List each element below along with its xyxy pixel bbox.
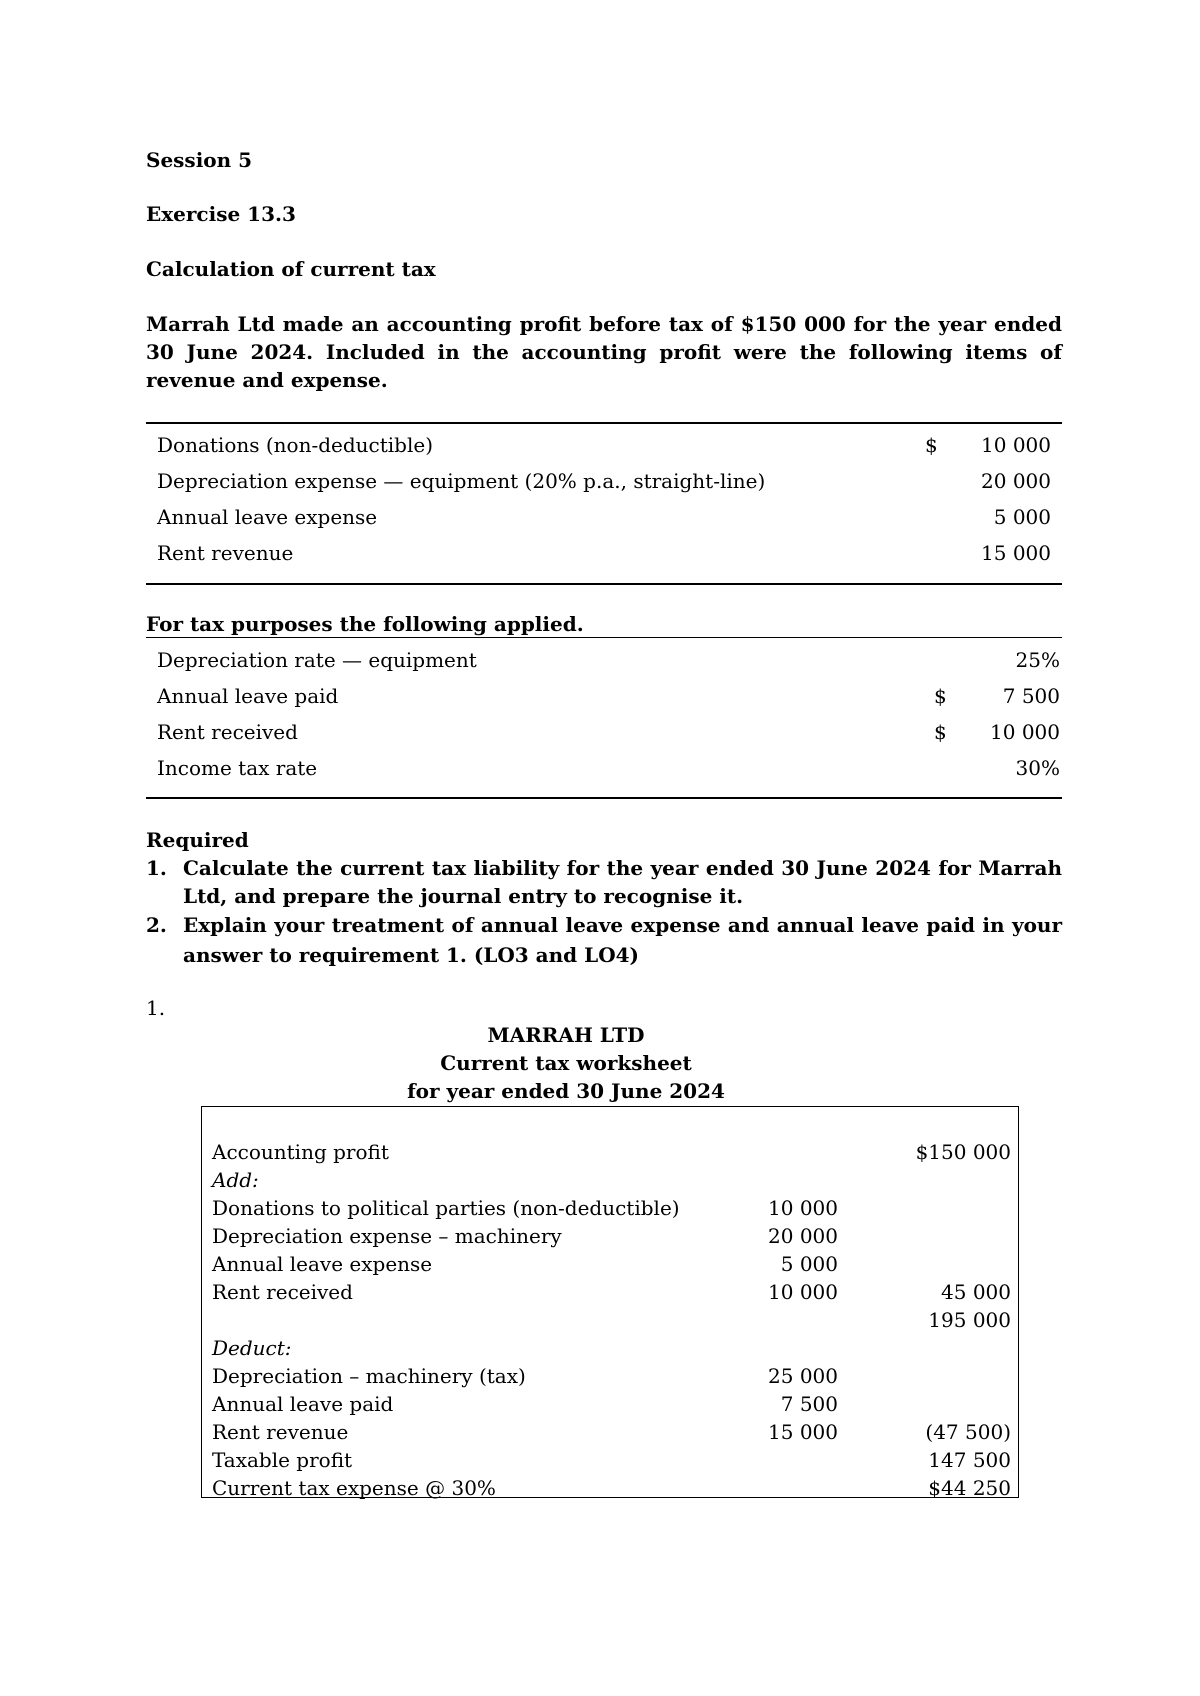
worksheet-row-label: Depreciation expense – machinery [212,1224,562,1248]
worksheet-row-label: Rent received [212,1280,353,1304]
required-title: Required [146,828,249,852]
row-amount: 10 000 [981,433,1051,457]
row-label: Annual leave expense [157,505,378,529]
table-row [146,463,1062,499]
worksheet-row [202,1474,1020,1502]
worksheet-row-label: Deduct: [212,1336,292,1360]
required-item [146,910,1062,970]
worksheet-row-label: Rent revenue [212,1420,349,1444]
worksheet-row-label: Add: [212,1168,259,1192]
worksheet-row [202,1138,1020,1166]
worksheet-row-total: (47 500) [925,1420,1011,1444]
worksheet-row-subtotal: 7 500 [780,1392,838,1416]
row-currency: $ [934,684,947,708]
worksheet-row [202,1222,1020,1250]
table-row [146,642,1062,678]
worksheet-row [202,1250,1020,1278]
required-item-number: 1. [146,856,167,880]
table-row [146,750,1062,786]
row-amount: 25% [1015,648,1060,672]
required-section [146,826,1062,970]
worksheet-row [202,1334,1020,1362]
row-amount: 10 000 [990,720,1060,744]
worksheet-row [202,1390,1020,1418]
worksheet-row [202,1194,1020,1222]
worksheet-row-total: 147 500 [928,1448,1011,1472]
worksheet-row-total: 45 000 [941,1280,1011,1304]
worksheet-row-label: Annual leave paid [212,1392,394,1416]
worksheet-row-label: Donations to political parties (non-deductible) [212,1196,680,1220]
row-label: Depreciation rate — equipment [157,648,477,672]
row-label: Rent revenue [157,541,294,565]
worksheet-row [202,1278,1020,1306]
required-item-text: Calculate the current tax liability for the year ended 30 June 2024 for Marrah Ltd, and prepare the journal entry to recognise it. [183,856,1062,908]
worksheet-row-label: Depreciation – machinery (tax) [212,1364,526,1388]
row-amount: 30% [1015,756,1060,780]
tax-table-bottom-rule [146,797,1062,799]
worksheet-row-label: Accounting profit [212,1140,389,1164]
required-item [146,854,1062,910]
worksheet-title: Current tax worksheet [440,1051,692,1075]
row-label: Rent received [157,720,298,744]
worksheet-row [202,1446,1020,1474]
worksheet-company: MARRAH LTD [487,1023,645,1047]
table-row [146,535,1062,571]
section-heading: Calculation of current tax [146,257,436,281]
answer-number: 1. [146,996,166,1020]
worksheet-row-subtotal: 5 000 [780,1252,838,1276]
row-label: Depreciation expense — equipment (20% p.a., straight-line) [157,469,766,493]
worksheet-row-subtotal: 20 000 [768,1224,838,1248]
row-currency: $ [925,433,938,457]
required-item-text: Explain your treatment of annual leave expense and annual leave paid in your answer to requirement 1. (LO3 and LO4) [183,913,1062,967]
worksheet-row-label: Taxable profit [212,1448,353,1472]
worksheet-row-subtotal: 10 000 [768,1196,838,1220]
worksheet-row-subtotal: 15 000 [768,1420,838,1444]
row-label: Donations (non-deductible) [157,433,434,457]
worksheet-row-subtotal: 25 000 [768,1364,838,1388]
worksheet-box [201,1106,1019,1498]
worksheet-row-subtotal: 10 000 [768,1280,838,1304]
items-table-bottom-rule [146,583,1062,585]
intro-paragraph: Marrah Ltd made an accounting profit before tax of $150 000 for the year ended 30 June 2024. Included in the accounting profit were the following items of revenue and expense. [146,312,1062,392]
worksheet-period: for year ended 30 June 2024 [407,1079,725,1103]
row-amount: 7 500 [1002,684,1060,708]
row-label: Annual leave paid [157,684,339,708]
table-row [146,499,1062,535]
table-row [146,678,1062,714]
table-row [146,714,1062,750]
row-amount: 15 000 [981,541,1051,565]
tax-purposes-heading: For tax purposes the following applied. [146,612,584,636]
worksheet-row-label: Current tax expense @ 30% [212,1476,496,1500]
table-row [146,427,1062,463]
exercise-label: Exercise 13.3 [146,202,296,226]
worksheet-row [202,1166,1020,1194]
row-label: Income tax rate [157,756,318,780]
tax-table-top-rule [146,637,1062,638]
row-currency: $ [934,720,947,744]
row-amount: 20 000 [981,469,1051,493]
worksheet-row [202,1362,1020,1390]
items-table-top-rule [146,422,1062,424]
worksheet-row-total: 195 000 [928,1308,1011,1332]
worksheet-row [202,1306,1020,1334]
worksheet-row-label: Annual leave expense [212,1252,433,1276]
worksheet-row [202,1418,1020,1446]
row-amount: 5 000 [993,505,1051,529]
worksheet-row-total: $44 250 [928,1476,1011,1500]
worksheet-row-total: $150 000 [915,1140,1011,1164]
session-label: Session 5 [146,148,253,172]
required-item-number: 2. [146,913,167,937]
